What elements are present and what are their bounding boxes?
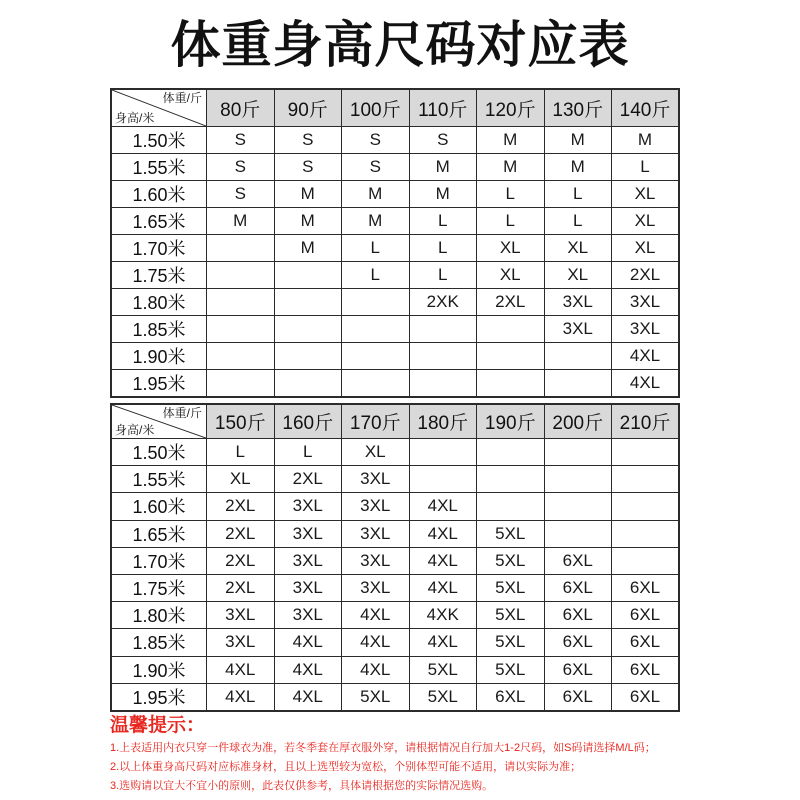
page-title: 体重身高尺码对应表	[170, 17, 630, 73]
size-cell: L	[409, 235, 477, 262]
table-row	[111, 235, 679, 262]
height-row-header: 1.90米	[111, 656, 207, 683]
empty-size-cell	[342, 343, 410, 370]
table-row	[111, 154, 679, 181]
size-cell: XL	[612, 235, 680, 262]
size-cell: L	[342, 262, 410, 289]
empty-size-cell	[409, 370, 477, 398]
empty-size-cell	[612, 439, 680, 466]
size-cell: S	[207, 154, 275, 181]
size-cell: 4XL	[342, 602, 410, 629]
size-cell: L	[409, 262, 477, 289]
empty-size-cell	[409, 343, 477, 370]
empty-size-cell	[274, 316, 342, 343]
empty-size-cell	[207, 235, 275, 262]
empty-size-cell	[544, 370, 612, 398]
empty-size-cell	[409, 439, 477, 466]
table-row	[111, 370, 679, 398]
empty-size-cell	[274, 343, 342, 370]
weight-column-header: 200斤	[544, 404, 612, 439]
empty-size-cell	[612, 493, 680, 520]
size-cell: 6XL	[544, 656, 612, 683]
size-cell: 6XL	[544, 547, 612, 574]
empty-size-cell	[612, 466, 680, 493]
table-body	[111, 439, 679, 711]
table-header	[111, 404, 679, 439]
size-cell: XL	[207, 466, 275, 493]
weight-column-header: 190斤	[477, 404, 545, 439]
size-cell: 4XL	[409, 547, 477, 574]
table-row	[111, 439, 679, 466]
table-row	[111, 466, 679, 493]
size-cell: 6XL	[544, 629, 612, 656]
size-cell: 5XL	[342, 683, 410, 711]
weight-column-header: 180斤	[409, 404, 477, 439]
size-cell: 3XL	[274, 547, 342, 574]
table-row	[111, 629, 679, 656]
empty-size-cell	[342, 289, 410, 316]
size-cell: S	[342, 127, 410, 154]
empty-size-cell	[477, 343, 545, 370]
size-cell: 4XL	[409, 629, 477, 656]
size-cell: 6XL	[612, 656, 680, 683]
table-row	[111, 683, 679, 711]
size-cell: L	[207, 439, 275, 466]
size-cell: 6XL	[612, 683, 680, 711]
weight-column-header: 120斤	[477, 89, 545, 127]
height-row-header: 1.60米	[111, 181, 207, 208]
table-row	[111, 208, 679, 235]
size-cell: XL	[477, 262, 545, 289]
size-cell: L	[477, 208, 545, 235]
height-row-header: 1.85米	[111, 316, 207, 343]
corner-box	[112, 90, 206, 126]
weight-column-header: 80斤	[207, 89, 275, 127]
empty-size-cell	[477, 493, 545, 520]
tips-heading: 温馨提示：	[110, 715, 206, 736]
size-cell: M	[477, 154, 545, 181]
table-header	[111, 89, 679, 127]
size-cell: M	[274, 208, 342, 235]
size-cell: M	[342, 208, 410, 235]
size-cell: 2XL	[207, 520, 275, 547]
size-cell: 2XL	[477, 289, 545, 316]
size-cell: 2XK	[409, 289, 477, 316]
empty-size-cell	[274, 370, 342, 398]
weight-column-header: 150斤	[207, 404, 275, 439]
weight-column-header: 110斤	[409, 89, 477, 127]
empty-size-cell	[342, 370, 410, 398]
size-cell: 4XL	[274, 656, 342, 683]
size-cell: M	[409, 181, 477, 208]
size-table-heavy-weights	[110, 403, 680, 712]
empty-size-cell	[544, 439, 612, 466]
size-cell: 3XL	[342, 574, 410, 601]
size-cell: 3XL	[544, 289, 612, 316]
empty-size-cell	[207, 289, 275, 316]
size-cell: 3XL	[342, 466, 410, 493]
weight-axis-label: 体重/斤	[162, 91, 202, 105]
table-row	[111, 289, 679, 316]
size-cell: S	[207, 127, 275, 154]
size-cell: 4XL	[612, 370, 680, 398]
height-row-header: 1.75米	[111, 574, 207, 601]
size-cell: 6XL	[612, 602, 680, 629]
size-cell: 2XL	[612, 262, 680, 289]
table-row	[111, 262, 679, 289]
height-row-header: 1.95米	[111, 370, 207, 398]
empty-size-cell	[477, 316, 545, 343]
size-cell: 5XL	[477, 656, 545, 683]
size-cell: 3XL	[274, 493, 342, 520]
size-cell: S	[274, 127, 342, 154]
empty-size-cell	[544, 493, 612, 520]
table-row	[111, 602, 679, 629]
corner-header-cell	[111, 89, 207, 127]
size-cell: 4XL	[207, 683, 275, 711]
size-cell: 3XL	[207, 602, 275, 629]
height-row-header: 1.55米	[111, 466, 207, 493]
size-cell: 2XL	[274, 466, 342, 493]
empty-size-cell	[477, 370, 545, 398]
height-row-header: 1.90米	[111, 343, 207, 370]
size-cell: XL	[612, 181, 680, 208]
height-row-header: 1.50米	[111, 127, 207, 154]
height-row-header: 1.70米	[111, 547, 207, 574]
height-axis-label: 身高/米	[115, 111, 155, 125]
size-cell: 2XL	[207, 574, 275, 601]
table-row	[111, 574, 679, 601]
empty-size-cell	[544, 520, 612, 547]
height-row-header: 1.80米	[111, 602, 207, 629]
corner-header-cell	[111, 404, 207, 439]
size-cell: L	[544, 208, 612, 235]
size-cell: XL	[342, 439, 410, 466]
weight-column-header: 210斤	[612, 404, 680, 439]
size-cell: 3XL	[612, 289, 680, 316]
size-cell: S	[207, 181, 275, 208]
size-cell: 4XL	[409, 520, 477, 547]
empty-size-cell	[544, 466, 612, 493]
height-row-header: 1.60米	[111, 493, 207, 520]
size-cell: 6XL	[544, 683, 612, 711]
tip-item: 1.上表适用内衣只穿一件球衣为准，若冬季套在厚衣服外穿，请根据情况自行加大1-2尺码，如S码请选择M/L码；	[110, 742, 656, 754]
tip-item: 3.选购请以宜大不宜小的原则，此表仅供参考，具体请根据您的实际情况选购。	[110, 780, 494, 792]
empty-size-cell	[477, 466, 545, 493]
size-cell: 3XL	[342, 547, 410, 574]
height-row-header: 1.80米	[111, 289, 207, 316]
size-cell: XL	[612, 208, 680, 235]
table-row	[111, 316, 679, 343]
size-cell: 4XL	[274, 683, 342, 711]
height-row-header: 1.65米	[111, 520, 207, 547]
table-row	[111, 181, 679, 208]
size-cell: L	[612, 154, 680, 181]
size-cell: 4XK	[409, 602, 477, 629]
empty-size-cell	[612, 547, 680, 574]
table-row	[111, 343, 679, 370]
weight-column-header: 160斤	[274, 404, 342, 439]
size-cell: 4XL	[612, 343, 680, 370]
table-row	[111, 656, 679, 683]
size-cell: 4XL	[274, 629, 342, 656]
weight-column-header: 130斤	[544, 89, 612, 127]
empty-size-cell	[207, 262, 275, 289]
size-cell: 6XL	[612, 629, 680, 656]
size-cell: 3XL	[274, 520, 342, 547]
size-cell: L	[477, 181, 545, 208]
size-cell: 4XL	[409, 574, 477, 601]
size-cell: XL	[544, 262, 612, 289]
height-row-header: 1.55米	[111, 154, 207, 181]
size-cell: 3XL	[274, 574, 342, 601]
header-row	[111, 404, 679, 439]
size-cell: 3XL	[342, 493, 410, 520]
size-cell: M	[207, 208, 275, 235]
empty-size-cell	[207, 370, 275, 398]
empty-size-cell	[544, 343, 612, 370]
height-row-header: 1.70米	[111, 235, 207, 262]
height-axis-label: 身高/米	[115, 423, 155, 437]
size-cell: L	[342, 235, 410, 262]
table-row	[111, 547, 679, 574]
size-cell: 5XL	[477, 629, 545, 656]
size-cell: 5XL	[409, 683, 477, 711]
empty-size-cell	[409, 316, 477, 343]
empty-size-cell	[342, 316, 410, 343]
size-cell: 4XL	[342, 656, 410, 683]
height-row-header: 1.50米	[111, 439, 207, 466]
size-cell: M	[477, 127, 545, 154]
size-cell: 4XL	[409, 493, 477, 520]
height-row-header: 1.75米	[111, 262, 207, 289]
weight-axis-label: 体重/斤	[162, 406, 202, 420]
height-row-header: 1.65米	[111, 208, 207, 235]
size-cell: 6XL	[544, 574, 612, 601]
empty-size-cell	[274, 262, 342, 289]
size-cell: L	[544, 181, 612, 208]
height-row-header: 1.85米	[111, 629, 207, 656]
size-cell: M	[342, 181, 410, 208]
empty-size-cell	[207, 343, 275, 370]
tips-section	[110, 712, 695, 796]
size-cell: 3XL	[544, 316, 612, 343]
size-cell: 5XL	[477, 574, 545, 601]
size-cell: 5XL	[477, 520, 545, 547]
size-cell: L	[409, 208, 477, 235]
empty-size-cell	[409, 466, 477, 493]
size-cell: XL	[477, 235, 545, 262]
size-cell: M	[612, 127, 680, 154]
size-cell: 2XL	[207, 547, 275, 574]
size-cell: S	[409, 127, 477, 154]
empty-size-cell	[477, 439, 545, 466]
size-cell: 3XL	[274, 602, 342, 629]
size-cell: 6XL	[477, 683, 545, 711]
corner-box	[112, 405, 206, 438]
size-cell: 5XL	[477, 547, 545, 574]
size-cell: L	[274, 439, 342, 466]
empty-size-cell	[612, 520, 680, 547]
size-cell: M	[544, 154, 612, 181]
tip-item: 2.以上体重身高尺码对应标准身材，且以上选型较为宽松，个别体型可能不适用，请以实际为准；	[110, 761, 582, 773]
size-cell: 6XL	[612, 574, 680, 601]
empty-size-cell	[274, 289, 342, 316]
size-table-light-weights	[110, 88, 680, 398]
table-row	[111, 493, 679, 520]
size-cell: 2XL	[207, 493, 275, 520]
size-cell: 3XL	[612, 316, 680, 343]
size-cell: 3XL	[342, 520, 410, 547]
weight-column-header: 170斤	[342, 404, 410, 439]
size-cell: S	[342, 154, 410, 181]
size-cell: 5XL	[477, 602, 545, 629]
empty-size-cell	[207, 316, 275, 343]
size-cell: M	[409, 154, 477, 181]
table-row	[111, 520, 679, 547]
size-cell: S	[274, 154, 342, 181]
height-row-header: 1.95米	[111, 683, 207, 711]
table-row	[111, 127, 679, 154]
size-cell: 4XL	[207, 656, 275, 683]
size-cell: M	[274, 181, 342, 208]
weight-column-header: 90斤	[274, 89, 342, 127]
size-cell: 4XL	[342, 629, 410, 656]
weight-column-header: 140斤	[612, 89, 680, 127]
table-body	[111, 127, 679, 398]
weight-column-header: 100斤	[342, 89, 410, 127]
size-cell: 5XL	[409, 656, 477, 683]
size-cell: 3XL	[207, 629, 275, 656]
size-cell: M	[274, 235, 342, 262]
size-cell: XL	[544, 235, 612, 262]
size-cell: 6XL	[544, 602, 612, 629]
header-row	[111, 89, 679, 127]
size-cell: M	[544, 127, 612, 154]
